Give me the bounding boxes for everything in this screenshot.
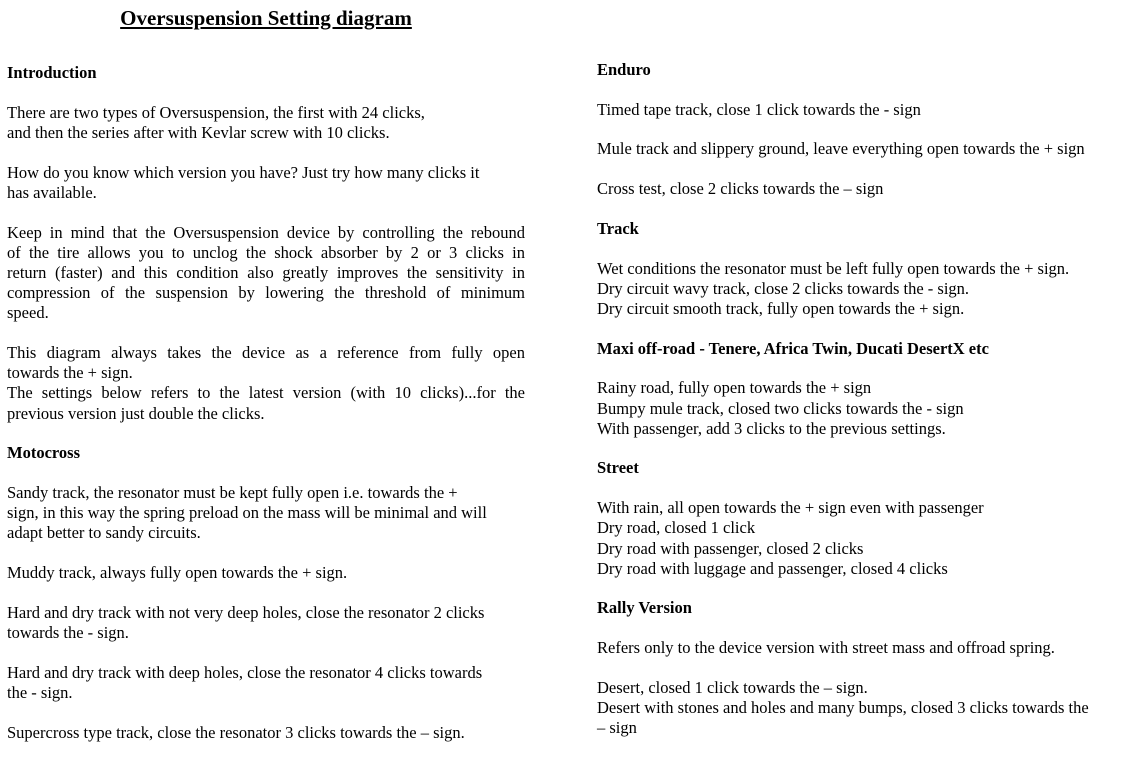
paragraph	[7, 223, 525, 324]
text-line: The settings below refers to the latest version (with 10 clicks)...for the	[7, 383, 525, 403]
text-line: adapt better to sandy circuits.	[7, 523, 201, 543]
section-rally-version	[597, 598, 1127, 738]
text-line: Dry road with luggage and passenger, closed 4 clicks	[597, 558, 948, 578]
text-line: Hard and dry track with not very deep holes, close the resonator 2 clicks	[7, 602, 485, 622]
right-column	[597, 60, 1127, 758]
text-line: Rainy road, fully open towards the + sign	[597, 378, 872, 398]
section-heading-track: Track	[597, 218, 639, 238]
text-line: Hard and dry track with deep holes, close the resonator 4 clicks towards	[7, 662, 483, 682]
paragraph	[7, 723, 525, 743]
paragraph	[7, 663, 525, 703]
text-line: With rain, all open towards the + sign even with passenger	[597, 498, 984, 518]
paragraph	[7, 603, 525, 643]
text-line: sign, in this way the spring preload on the mass will be minimal and will	[7, 503, 487, 523]
text-line: Mule track and slippery ground, leave everything open towards the + sign	[597, 139, 1085, 159]
document-title: Oversuspension Setting diagram	[120, 6, 412, 30]
left-column-sections	[7, 63, 525, 743]
text-line: previous version just double the clicks.	[7, 403, 265, 423]
section-motocross	[7, 443, 525, 743]
text-line: Dry circuit smooth track, fully open towards the + sign.	[597, 298, 965, 318]
paragraph	[597, 259, 1127, 320]
paragraph	[7, 163, 525, 203]
paragraph	[597, 378, 1127, 439]
section-enduro	[597, 60, 1127, 199]
text-line: Keep in mind that the Oversuspension device by controlling the rebound	[7, 222, 525, 242]
section-heading-street: Street	[597, 458, 639, 478]
section-track	[597, 219, 1127, 319]
paragraph	[7, 483, 525, 544]
text-line: Timed tape track, close 1 click towards the - sign	[597, 99, 921, 119]
text-line: Supercross type track, close the resonator 3 clicks towards the – sign.	[7, 722, 465, 742]
section-heading-maxi-off-road-tenere-africa-twin-ducati-desertx-etc: Maxi off-road - Tenere, Africa Twin, Ducati DesertX etc	[597, 338, 989, 358]
text-line: towards the + sign.	[7, 363, 133, 383]
text-line: How do you know which version you have? Just try how many clicks it	[7, 162, 480, 182]
text-line: the - sign.	[7, 682, 73, 702]
paragraph	[597, 498, 1127, 579]
text-line: return (faster) and this condition also greatly improves the sensitivity in	[7, 262, 525, 282]
paragraph	[597, 638, 1127, 658]
section-heading-introduction: Introduction	[7, 63, 97, 82]
text-line: Sandy track, the resonator must be kept fully open i.e. towards the +	[7, 483, 458, 503]
paragraph	[7, 103, 525, 143]
text-line: Dry circuit wavy track, close 2 clicks towards the - sign.	[597, 278, 970, 298]
paragraph	[597, 100, 1127, 120]
section-introduction	[7, 63, 525, 424]
left-column	[7, 5, 525, 762]
text-line: has available.	[7, 182, 97, 202]
text-line: There are two types of Oversuspension, the first with 24 clicks,	[7, 102, 425, 122]
text-line: towards the - sign.	[7, 623, 129, 643]
paragraph	[7, 383, 525, 423]
paragraph	[597, 179, 1127, 199]
text-line: This diagram always takes the device as a reference from fully open	[7, 343, 525, 363]
text-line: With passenger, add 3 clicks to the previous settings.	[597, 418, 946, 438]
text-line: compression of the suspension by lowering the threshold of minimum	[7, 283, 525, 303]
paragraph	[7, 563, 525, 583]
text-line: Refers only to the device version with street mass and offroad spring.	[597, 638, 1055, 658]
section-street	[597, 458, 1127, 579]
text-line: and then the series after with Kevlar screw with 10 clicks.	[7, 122, 390, 142]
section-maxi-off-road-tenere-africa-twin-ducati-desertx-etc	[597, 339, 1127, 439]
text-line: Wet conditions the resonator must be left fully open towards the + sign.	[597, 258, 1070, 278]
text-line: Desert with stones and holes and many bumps, closed 3 clicks towards the	[597, 698, 1089, 718]
text-line: Desert, closed 1 click towards the – sign.	[597, 677, 868, 697]
paragraph	[7, 343, 525, 383]
text-line: – sign	[597, 718, 637, 738]
paragraph	[597, 139, 1127, 159]
paragraph	[597, 678, 1127, 739]
text-line: Dry road with passenger, closed 2 clicks	[597, 538, 864, 558]
text-line: Bumpy mule track, closed two clicks towards the - sign	[597, 398, 964, 418]
section-heading-enduro: Enduro	[597, 60, 651, 79]
text-line: speed.	[7, 303, 49, 323]
text-line: of the tire allows you to unclog the shock absorber by 2 or 3 clicks in	[7, 242, 525, 262]
section-heading-motocross: Motocross	[7, 443, 81, 463]
text-line: Dry road, closed 1 click	[597, 518, 756, 538]
text-line: Muddy track, always fully open towards the + sign.	[7, 563, 348, 583]
section-heading-rally-version: Rally Version	[597, 598, 692, 618]
text-line: Cross test, close 2 clicks towards the – sign	[597, 179, 884, 199]
